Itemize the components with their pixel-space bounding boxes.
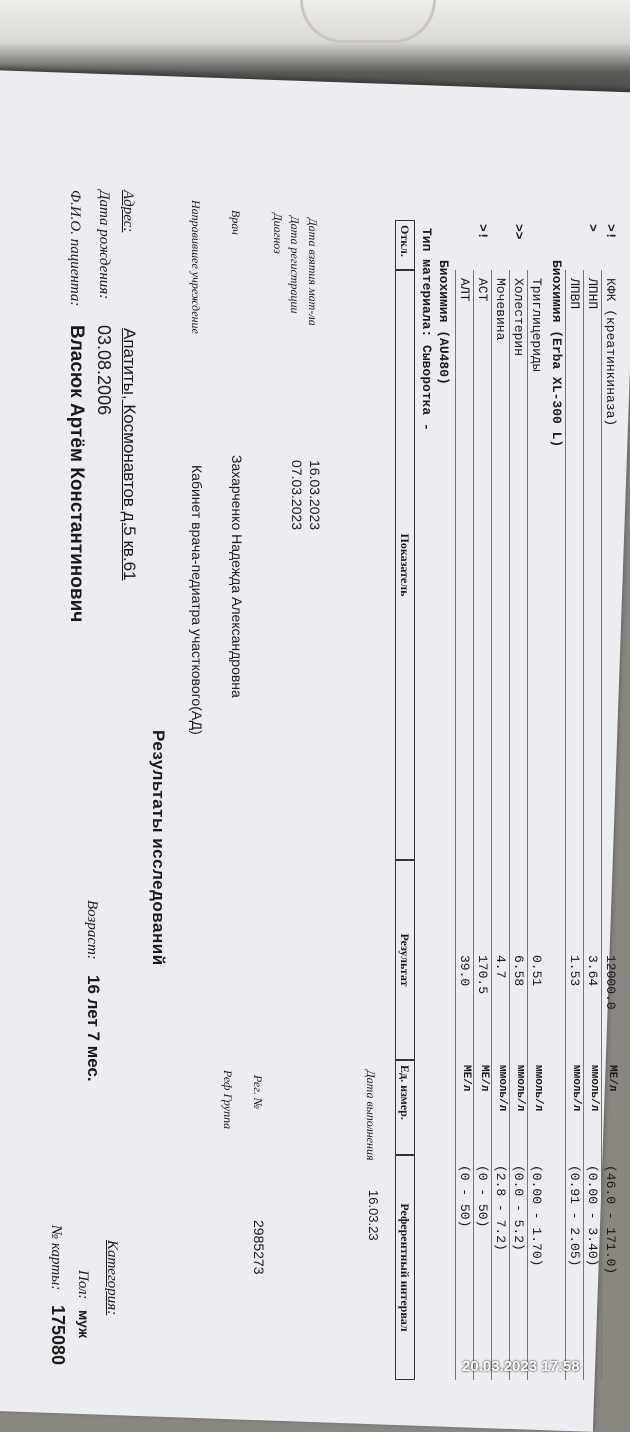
unit-value: МЕ/л xyxy=(478,1065,490,1092)
row-divider xyxy=(565,270,566,1380)
indicator-name: ЛПВП xyxy=(567,278,582,310)
col-header-unit: Ед. измер. xyxy=(395,1060,415,1155)
background-object xyxy=(300,0,436,43)
reg-date-value: 07.03.2023 xyxy=(289,460,305,531)
result-value: 12000.0 xyxy=(603,955,618,1010)
reference-interval: (0.00 - 3.40) xyxy=(585,1165,600,1267)
reference-interval: (0 - 50) xyxy=(475,1165,490,1228)
result-value: 1.53 xyxy=(567,955,582,987)
deviation-flag: >> xyxy=(511,224,526,240)
category-label: Категория: xyxy=(104,1240,120,1316)
result-value: 0.51 xyxy=(529,955,544,987)
card-label: № карты: xyxy=(48,1225,64,1291)
reference-interval: (0.00 - 1.70) xyxy=(529,1165,544,1267)
col-header-dev: Откл. xyxy=(395,220,415,270)
col-header-result: Результат xyxy=(395,860,415,1060)
reg-date-label: Дата регистрации xyxy=(288,216,302,314)
row-divider xyxy=(473,270,474,1380)
deviation-flag: >! xyxy=(603,224,618,240)
institution-value: Кабинет врача-педиатра участкового(АД) xyxy=(189,465,205,735)
result-value: 170.5 xyxy=(475,955,490,995)
sex-label: Пол: xyxy=(75,1270,91,1300)
col-header-indicator: Показатель xyxy=(395,270,415,860)
indicator-name: Триглицериды xyxy=(529,278,544,372)
unit-value: ммоль/л xyxy=(496,1065,508,1112)
deviation-flag: > xyxy=(585,224,600,232)
sample-date-value: 16.03.2023 xyxy=(307,460,323,531)
row-divider xyxy=(491,270,492,1380)
indicator-name: АЛТ xyxy=(457,278,472,302)
age-value: 16 лет 7 мес. xyxy=(84,975,103,1082)
result-value: 6.58 xyxy=(511,955,526,987)
report-title: Результаты исследований xyxy=(149,730,168,966)
indicator-name: Холестерин xyxy=(511,278,526,357)
doctor-value: Захарченко Надежда Александровна xyxy=(229,455,245,698)
exec-date-label: Дата выполнения xyxy=(364,1070,378,1161)
section-erba: Биохимия (Erba XL-300 L) xyxy=(549,260,564,448)
unit-value: МЕ/л xyxy=(606,1065,618,1092)
unit-value: ммоль/л xyxy=(588,1065,600,1112)
patient-name: Власюк Артём Константинович xyxy=(66,325,87,623)
sample-date-label: Дата взятия мат-ла xyxy=(306,218,320,326)
age-label: Возраст: xyxy=(84,900,100,960)
indicator-name: Мочевина xyxy=(493,278,508,341)
result-value: 4.7 xyxy=(493,955,508,979)
card-number: 175080 xyxy=(48,1305,68,1366)
reg-no-label: Рег. № xyxy=(251,1075,265,1110)
unit-value: ммоль/л xyxy=(570,1065,582,1112)
dob-value: 03.08.2006 xyxy=(94,325,114,416)
reference-interval: (0.91 - 2.05) xyxy=(567,1165,582,1267)
address-label: Адрес: xyxy=(120,190,136,233)
doctor-label: Врач xyxy=(229,210,243,235)
patient-label: Ф.И.О. пациента: xyxy=(67,190,83,307)
unit-value: ммоль/л xyxy=(532,1065,544,1112)
exec-date-value: 16.03.23 xyxy=(366,1190,381,1241)
reference-interval: (0.0 - 5.2) xyxy=(511,1165,526,1251)
row-divider xyxy=(527,270,528,1380)
deviation-flag: >! xyxy=(475,224,490,240)
reference-interval: (0 - 50) xyxy=(457,1165,472,1228)
lab-report xyxy=(0,70,628,1400)
reg-no-value: 2985273 xyxy=(251,1220,267,1275)
diagnosis-label: Диагноз xyxy=(271,213,285,254)
indicator-name: КФК (креатинкиназа) xyxy=(603,278,618,427)
sex-value: муж xyxy=(76,1310,92,1339)
result-value: 3.64 xyxy=(585,955,600,987)
reference-interval: (46.0 - 171.0) xyxy=(603,1165,618,1275)
institution-label: Направившее учреждение xyxy=(189,200,203,334)
row-divider xyxy=(583,270,584,1380)
address-value: Апатиты, Космонавтов д.5 кв.61 xyxy=(120,328,139,581)
dob-label: Дата рождения: xyxy=(96,190,112,300)
col-header-ref: Референтный интервал xyxy=(395,1155,415,1380)
ref-group-label: Реф Группа xyxy=(221,1070,235,1130)
unit-value: ммоль/л xyxy=(514,1065,526,1112)
reference-interval: (2.8 - 7.2) xyxy=(493,1165,508,1251)
material-type: Тип материала: Сыворотка - xyxy=(419,228,434,431)
row-divider xyxy=(509,270,510,1380)
indicator-name: ЛПНП xyxy=(585,278,600,310)
section-au480: Биохимия (AU480) xyxy=(436,260,451,385)
unit-value: МЕ/л xyxy=(460,1065,472,1092)
row-divider xyxy=(601,270,602,1380)
photo-timestamp: 20.03.2023 17:58 xyxy=(462,1358,580,1375)
row-divider xyxy=(455,270,456,1380)
indicator-name: АСТ xyxy=(475,278,490,302)
result-value: 39.0 xyxy=(457,955,472,987)
